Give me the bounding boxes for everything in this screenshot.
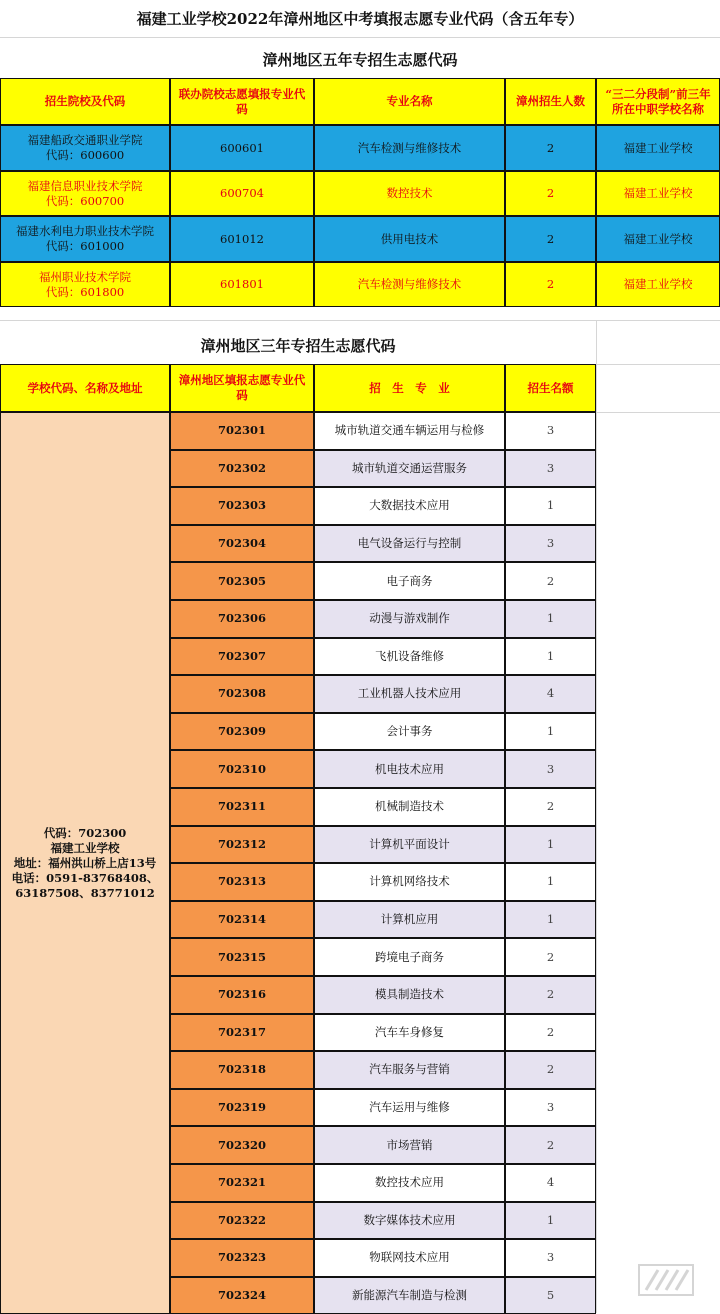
three-year-header-cell: 漳州地区填报志愿专业代码 [170, 364, 314, 412]
major-name-cell: 汽车运用与维修 [314, 1089, 505, 1127]
five-year-header-cell: 招生院校及代码 [0, 78, 170, 125]
five-year-major-code: 600704 [170, 171, 314, 216]
quota-cell: 1 [505, 713, 596, 751]
school-info-line: 福建工业学校 [50, 840, 120, 855]
major-code-cell: 702303 [170, 487, 314, 525]
five-year-count: 2 [505, 262, 596, 307]
quota-cell: 1 [505, 600, 596, 638]
major-code-cell: 702311 [170, 788, 314, 826]
major-code-cell: 702308 [170, 675, 314, 713]
quota-cell: 2 [505, 976, 596, 1014]
quota-cell: 3 [505, 1089, 596, 1127]
major-name-cell: 动漫与游戏制作 [314, 600, 505, 638]
quota-cell: 3 [505, 1239, 596, 1277]
school-info-cell [0, 412, 170, 1314]
five-year-count: 2 [505, 125, 596, 171]
five-year-college-cell [0, 262, 170, 307]
grid-line [0, 320, 720, 321]
three-year-header-cell: 招 生 专 业 [314, 364, 505, 412]
major-name-cell: 汽车服务与营销 [314, 1051, 505, 1089]
five-year-major: 汽车检测与维修技术 [314, 262, 505, 307]
major-name-cell: 大数据技术应用 [314, 487, 505, 525]
five-year-school: 福建工业学校 [596, 216, 720, 262]
major-code-cell: 702301 [170, 412, 314, 450]
major-name-cell: 计算机平面设计 [314, 826, 505, 864]
five-year-header-cell: 漳州招生人数 [505, 78, 596, 125]
three-year-header-cell: 招生名额 [505, 364, 596, 412]
major-code-cell: 702305 [170, 562, 314, 600]
five-year-school: 福建工业学校 [596, 125, 720, 171]
major-code-cell: 702306 [170, 600, 314, 638]
quota-cell: 3 [505, 450, 596, 488]
five-year-major-code: 601801 [170, 262, 314, 307]
five-year-header-cell: 联办院校志愿填报专业代码 [170, 78, 314, 125]
college-name: 福建船政交通职业学院 [27, 133, 143, 147]
five-year-count: 2 [505, 171, 596, 216]
major-code-cell: 702315 [170, 938, 314, 976]
major-code-cell: 702309 [170, 713, 314, 751]
quota-cell: 1 [505, 826, 596, 864]
major-code-cell: 702322 [170, 1202, 314, 1240]
major-code-cell: 702302 [170, 450, 314, 488]
major-name-cell: 电气设备运行与控制 [314, 525, 505, 563]
college-name: 福建信息职业技术学院 [27, 178, 143, 193]
quota-cell: 3 [505, 750, 596, 788]
major-code-cell: 702316 [170, 976, 314, 1014]
major-code-cell: 702312 [170, 826, 314, 864]
major-name-cell: 市场营销 [314, 1126, 505, 1164]
major-name-cell: 汽车车身修复 [314, 1014, 505, 1052]
quota-cell: 2 [505, 1014, 596, 1052]
grid-line [596, 412, 720, 413]
major-name-cell: 数控技术应用 [314, 1164, 505, 1202]
three-year-section-title: 漳州地区三年专招生志愿代码 [200, 336, 396, 355]
quota-cell: 2 [505, 1126, 596, 1164]
major-name-cell: 跨境电子商务 [314, 938, 505, 976]
five-year-major-code: 601012 [170, 216, 314, 262]
school-info-line: 地址：福州洪山桥上店13号 [13, 855, 157, 870]
five-year-section-title: 漳州地区五年专招生志愿代码 [262, 50, 458, 69]
major-name-cell: 城市轨道交通车辆运用与检修 [314, 412, 505, 450]
major-name-cell: 电子商务 [314, 562, 505, 600]
five-year-college-cell [0, 125, 170, 171]
quota-cell: 1 [505, 863, 596, 901]
major-code-cell: 702318 [170, 1051, 314, 1089]
quota-cell: 2 [505, 788, 596, 826]
watermark-logo [636, 1262, 696, 1306]
college-name: 福建水利电力职业技术学院 [16, 224, 154, 238]
page-title: 福建工业学校2022年漳州地区中考填报志愿专业代码（含五年专） [0, 0, 720, 38]
five-year-count: 2 [505, 216, 596, 262]
school-info-line: 代码：702300 [43, 825, 127, 840]
major-code-cell: 702320 [170, 1126, 314, 1164]
five-year-college-cell [0, 216, 170, 262]
major-name-cell: 机电技术应用 [314, 750, 505, 788]
three-year-header-cell: 学校代码、名称及地址 [0, 364, 170, 412]
major-code-cell: 702310 [170, 750, 314, 788]
major-name-cell: 城市轨道交通运营服务 [314, 450, 505, 488]
quota-cell: 3 [505, 525, 596, 563]
major-name-cell: 物联网技术应用 [314, 1239, 505, 1277]
major-name-cell: 会计事务 [314, 713, 505, 751]
major-code-cell: 702313 [170, 863, 314, 901]
quota-cell: 1 [505, 487, 596, 525]
quota-cell: 1 [505, 1202, 596, 1240]
five-year-school: 福建工业学校 [596, 262, 720, 307]
quota-cell: 2 [505, 938, 596, 976]
major-name-cell: 新能源汽车制造与检测 [314, 1277, 505, 1314]
major-name-cell: 计算机网络技术 [314, 863, 505, 901]
five-year-college-cell [0, 171, 170, 216]
major-name-cell: 飞机设备维修 [314, 638, 505, 676]
major-name-cell: 计算机应用 [314, 901, 505, 939]
quota-cell: 4 [505, 1164, 596, 1202]
five-year-major: 汽车检测与维修技术 [314, 125, 505, 171]
quota-cell: 2 [505, 1051, 596, 1089]
five-year-header-cell: 专业名称 [314, 78, 505, 125]
five-year-major-code: 600601 [170, 125, 314, 171]
major-code-cell: 702317 [170, 1014, 314, 1052]
quota-cell: 4 [505, 675, 596, 713]
quota-cell: 2 [505, 562, 596, 600]
five-year-header-cell: “三二分段制”前三年所在中职学校名称 [596, 78, 720, 125]
five-year-major: 供用电技术 [314, 216, 505, 262]
major-name-cell: 模具制造技术 [314, 976, 505, 1014]
major-code-cell: 702314 [170, 901, 314, 939]
school-info-line: 63187508、83771012 [15, 885, 155, 900]
college-code: 代码：600700 [45, 193, 125, 208]
college-code: 代码：601000 [45, 239, 125, 253]
quota-cell: 3 [505, 412, 596, 450]
five-year-school: 福建工业学校 [596, 171, 720, 216]
five-year-major: 数控技术 [314, 171, 505, 216]
major-code-cell: 702321 [170, 1164, 314, 1202]
grid-line [596, 364, 720, 365]
major-code-cell: 702304 [170, 525, 314, 563]
college-code: 代码：600600 [45, 148, 125, 162]
major-code-cell: 702323 [170, 1239, 314, 1277]
school-info-line: 电话：0591-83768408、 [11, 870, 159, 885]
major-name-cell: 工业机器人技术应用 [314, 675, 505, 713]
quota-cell: 1 [505, 901, 596, 939]
college-code: 代码：601800 [45, 284, 125, 299]
major-code-cell: 702307 [170, 638, 314, 676]
major-name-cell: 机械制造技术 [314, 788, 505, 826]
major-name-cell: 数字媒体技术应用 [314, 1202, 505, 1240]
quota-cell: 5 [505, 1277, 596, 1314]
major-code-cell: 702319 [170, 1089, 314, 1127]
college-name: 福州职业技术学院 [39, 269, 131, 284]
grid-line [596, 320, 597, 1313]
major-code-cell: 702324 [170, 1277, 314, 1314]
quota-cell: 1 [505, 638, 596, 676]
